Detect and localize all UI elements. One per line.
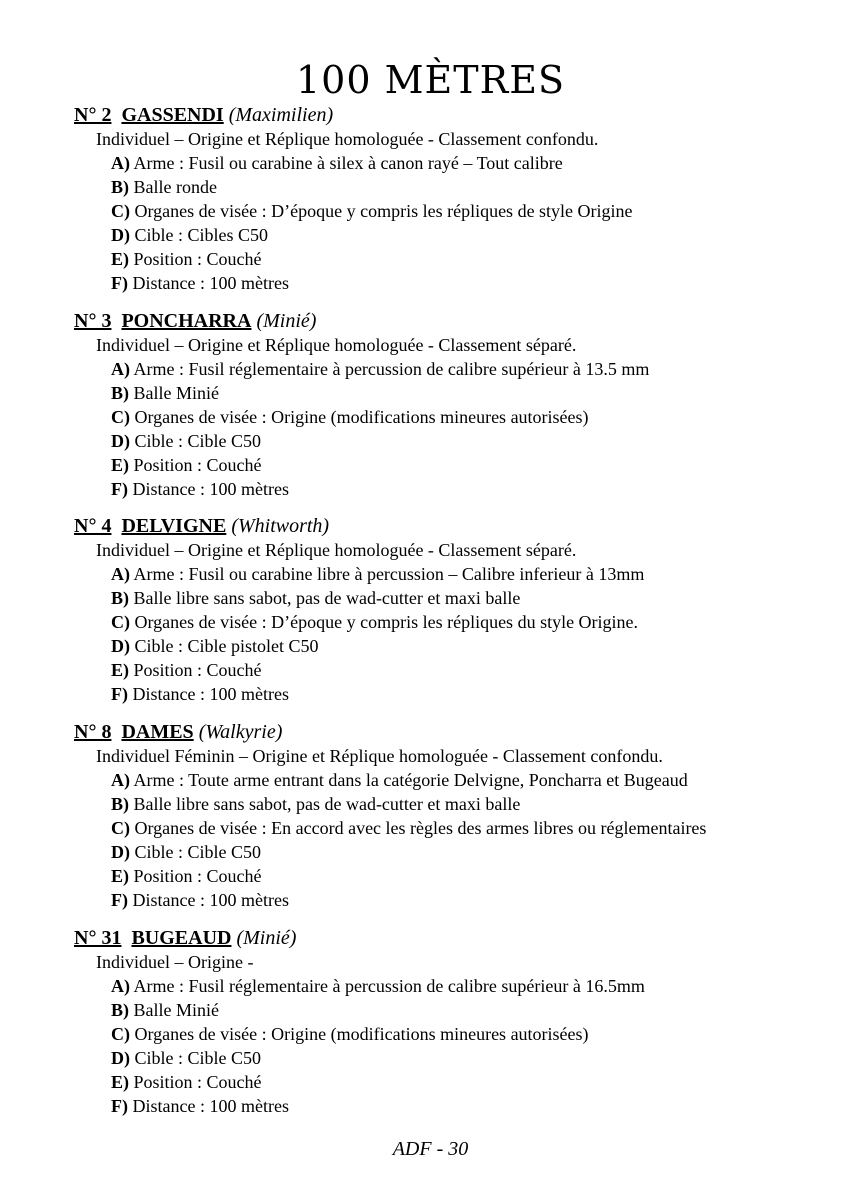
rule-text: Balle Minié [133,1000,219,1020]
rule-a [74,357,814,381]
rule-text: Distance : 100 mètres [132,479,289,499]
rule-d [74,1046,814,1070]
rule-letter: B) [111,177,129,197]
rule-f [74,682,814,706]
rule-b [74,998,814,1022]
event-number: N° 2 [74,104,112,126]
rule-letter: C) [111,1024,130,1044]
event-description: Individuel Féminin – Origine et Réplique homologuée - Classement confondu. [96,746,663,766]
event-heading [74,103,814,127]
event-alias: (Walkyrie) [198,721,283,743]
event-heading [74,309,814,333]
rule-text: Organes de visée : D’époque y compris les répliques du style Origine. [134,612,639,632]
event-heading [74,514,814,538]
rule-text: Distance : 100 mètres [132,1096,289,1116]
rule-b [74,381,814,405]
rule-letter: A) [111,153,130,173]
rule-letter: D) [111,431,130,451]
rule-c [74,816,814,840]
rule-a [74,768,814,792]
rule-text: Balle ronde [133,177,217,197]
event-alias: (Whitworth) [231,515,330,537]
rule-f [74,477,814,501]
event-section-dames [74,720,814,912]
event-name: DAMES [121,721,194,743]
rule-letter: E) [111,1072,129,1092]
rule-letter: F) [111,273,128,293]
rule-f [74,888,814,912]
rule-c [74,610,814,634]
rule-letter: D) [111,636,130,656]
rule-letter: F) [111,890,128,910]
rule-e [74,247,814,271]
rule-text: Distance : 100 mètres [132,684,289,704]
event-alias: (Minié) [256,310,317,332]
rule-letter: A) [111,564,130,584]
rule-letter: E) [111,455,129,475]
rule-e [74,658,814,682]
rule-letter: D) [111,842,130,862]
event-section-gassendi [74,103,814,295]
rule-f [74,271,814,295]
event-number: N° 3 [74,310,112,332]
rule-letter: A) [111,359,130,379]
event-name: BUGEAUD [131,927,232,949]
rule-e [74,864,814,888]
rule-a [74,974,814,998]
rule-text: Arme : Fusil réglementaire à percussion de calibre supérieur à 13.5 mm [133,359,650,379]
page-footer: ADF - 30 [392,1138,469,1160]
event-description: Individuel – Origine et Réplique homologuée - Classement séparé. [96,540,577,560]
rule-c [74,199,814,223]
rule-text: Cible : Cible C50 [134,1048,262,1068]
event-name: DELVIGNE [121,515,227,537]
rule-letter: B) [111,794,129,814]
event-section-poncharra [74,309,814,501]
rule-letter: E) [111,249,129,269]
rule-b [74,175,814,199]
rule-letter: F) [111,1096,128,1116]
rule-b [74,586,814,610]
rule-letter: B) [111,1000,129,1020]
event-alias: (Maximilien) [228,104,334,126]
rule-e [74,1070,814,1094]
rule-text: Distance : 100 mètres [132,273,289,293]
rule-letter: F) [111,479,128,499]
rule-text: Organes de visée : Origine (modifications mineures autorisées) [134,407,589,427]
rule-letter: C) [111,201,130,221]
rule-letter: E) [111,866,129,886]
rule-text: Cible : Cible pistolet C50 [134,636,319,656]
rule-text: Organes de visée : Origine (modifications mineures autorisées) [134,1024,589,1044]
rule-text: Organes de visée : D’époque y compris les répliques de style Origine [134,201,633,221]
rule-a [74,562,814,586]
rule-letter: E) [111,660,129,680]
rule-letter: B) [111,383,129,403]
event-number: N° 8 [74,721,112,743]
rule-text: Balle libre sans sabot, pas de wad-cutter et maxi balle [133,588,521,608]
event-description: Individuel – Origine et Réplique homologuée - Classement confondu. [96,129,599,149]
event-section-delvigne [74,514,814,706]
rule-text: Balle Minié [133,383,219,403]
rule-c [74,405,814,429]
rule-text: Arme : Fusil ou carabine libre à percussion – Calibre inferieur à 13mm [133,564,645,584]
rule-letter: F) [111,684,128,704]
rule-c [74,1022,814,1046]
event-number: N° 4 [74,515,112,537]
rule-text: Arme : Fusil réglementaire à percussion de calibre supérieur à 16.5mm [133,976,645,996]
rule-b [74,792,814,816]
page-title: 100 MÈTRES [296,58,565,102]
rule-text: Position : Couché [133,455,262,475]
rule-text: Position : Couché [133,660,262,680]
rule-d [74,223,814,247]
event-name: PONCHARRA [121,310,252,332]
rule-a [74,151,814,175]
event-name: GASSENDI [121,104,224,126]
event-alias: (Minié) [236,927,297,949]
rule-text: Cible : Cible C50 [134,431,262,451]
event-description: Individuel – Origine et Réplique homologuée - Classement séparé. [96,335,577,355]
rule-letter: A) [111,976,130,996]
rule-letter: D) [111,1048,130,1068]
rule-d [74,429,814,453]
rule-text: Arme : Toute arme entrant dans la catégorie Delvigne, Poncharra et Bugeaud [133,770,688,790]
rule-f [74,1094,814,1118]
rule-text: Position : Couché [133,1072,262,1092]
rule-text: Cible : Cible C50 [134,842,262,862]
rule-e [74,453,814,477]
rule-letter: B) [111,588,129,608]
event-number: N° 31 [74,927,122,949]
rule-letter: D) [111,225,130,245]
event-section-bugeaud [74,926,814,1118]
rule-letter: C) [111,407,130,427]
rule-text: Cible : Cibles C50 [134,225,269,245]
rule-letter: C) [111,612,130,632]
rule-d [74,634,814,658]
rule-text: Distance : 100 mètres [132,890,289,910]
rule-letter: A) [111,770,130,790]
rule-text: Organes de visée : En accord avec les règles des armes libres ou réglementaires [134,818,707,838]
rule-text: Arme : Fusil ou carabine à silex à canon rayé – Tout calibre [133,153,563,173]
rule-letter: C) [111,818,130,838]
event-heading [74,720,814,744]
rule-text: Position : Couché [133,866,262,886]
event-heading [74,926,814,950]
rule-text: Balle libre sans sabot, pas de wad-cutter et maxi balle [133,794,521,814]
event-description: Individuel – Origine - [96,952,254,972]
rule-text: Position : Couché [133,249,262,269]
rule-d [74,840,814,864]
